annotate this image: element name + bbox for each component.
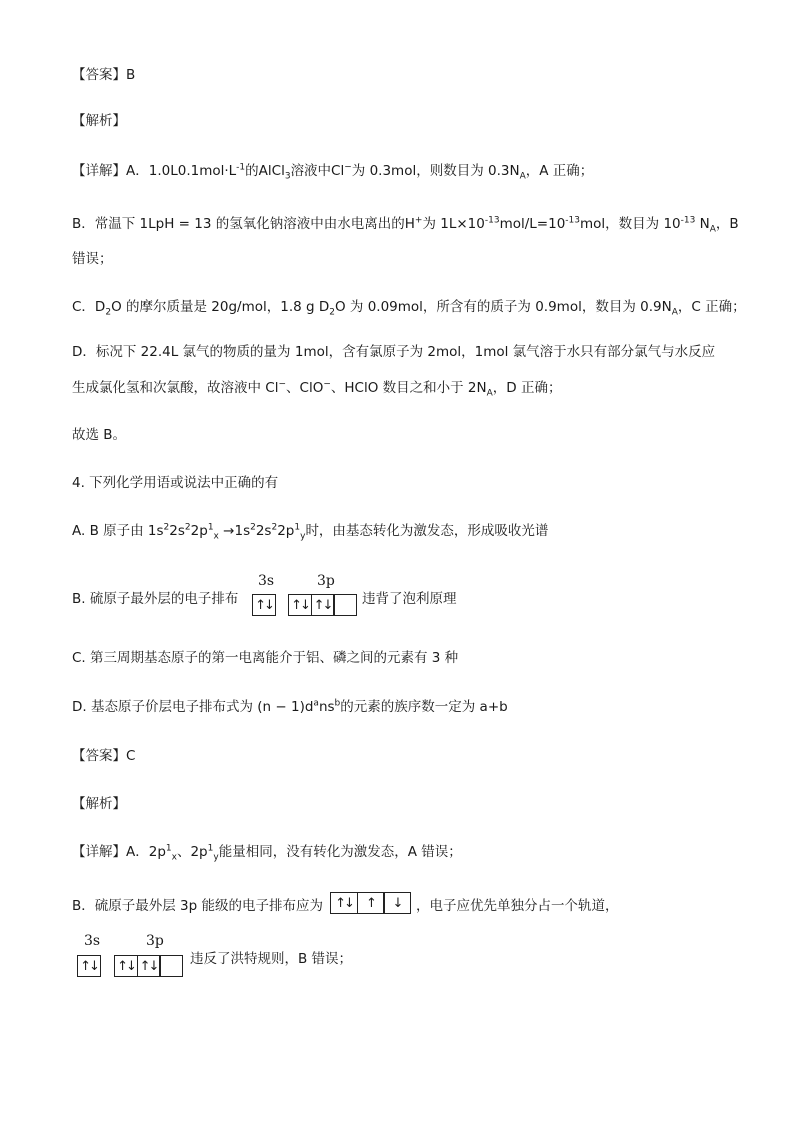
orbital-box <box>333 594 357 616</box>
conclusion-line: 故选 B。 <box>72 427 127 443</box>
orbital-3p-row-2 <box>114 955 183 977</box>
orbital-3s-row-2 <box>77 955 101 977</box>
detail2-line-a: 【详解】A．$2p^1_x$、$2p^1_y$能量相同，没有转化为激发态，A 错误； <box>72 843 462 863</box>
orbital-3p-row <box>288 594 357 616</box>
option-b: B. 硫原子最外层的电子排布 <box>72 591 239 607</box>
orbital-box: ↑↓ <box>330 892 358 914</box>
orbital-box: ↓ <box>383 892 411 914</box>
detail-line-d1: D．标况下 22.4L 氯气的物质的量为 1mol，含有氯原子为 2mol，1mol 氯气溶于水只有部分氯气与水反应 <box>72 344 716 360</box>
detail2-line-b1: B．硫原子最外层 3p 能级的电子排布应为 <box>72 898 324 914</box>
orbital-box: ↑↓ <box>288 594 312 616</box>
option-d: D. 基态原子价层电子排布式为 $(n - 1)d^ans^b$的元素的族序数一定为 a+b <box>72 698 508 715</box>
answer-line-1 <box>72 65 722 85</box>
orbital-box: ↑↓ <box>114 955 138 977</box>
detail-line-c: C．$D_2O$ 的摩尔质量是 20g/mol，1.8 g $D_2O$ 为 0.09mol，所含有的质子为 0.9mol，数目为 $0.9N_A$，C 正确； <box>72 299 746 318</box>
orbital-label-3s-2: 3s <box>84 933 101 949</box>
question-4-stem: 4. 下列化学用语或说法中正确的有 <box>72 475 279 491</box>
detail2-line-b2: 违反了洪特规则，B 错误； <box>190 951 353 967</box>
detail-line-b2: 错误； <box>72 251 113 267</box>
orbital-label-3p-2: 3p <box>146 933 164 949</box>
orbital-3s-row <box>252 594 276 616</box>
answer-line-2: 【答案】C <box>72 748 136 764</box>
orbital-box: ↑↓ <box>77 955 101 977</box>
orbital-box: ↑↓ <box>252 594 276 616</box>
analysis-heading-2: 【解析】 <box>72 796 126 812</box>
orbital-box: ↑ <box>357 892 385 914</box>
orbital-label-3s: 3s <box>258 573 275 589</box>
orbital-3p-correct-row <box>330 892 411 914</box>
orbital-box <box>159 955 183 977</box>
analysis-heading-1: 【解析】 <box>72 113 126 129</box>
detail-line-d2: 生成氯化氢和次氯酸，故溶液中 Cl−、ClO−、HClO 数目之和小于 $2N_A$，D 正确； <box>72 379 562 399</box>
answer-label: 【答案】 <box>72 67 126 83</box>
orbital-box: ↑↓ <box>137 955 161 977</box>
option-c: C. 第三周期基态原子的第一电离能介于铝、磷之间的元素有 3 种 <box>72 650 459 666</box>
option-a: A. B 原子由 $1s^22s^22p^1_x \to 1s^22s^22p^1_y$时，由基态转化为激发态，形成吸收光谱 <box>72 522 549 542</box>
detail-line-a: 【详解】A．$1.0L0.1mol\cdot L^{-1}$的AlCl$_3$溶液中Cl−为 0.3mol，则数目为 $0.3N_A$，A 正确； <box>72 162 594 182</box>
orbital-label-3p: 3p <box>317 573 335 589</box>
detail2-line-b1-tail: ，电子应优先单独分占一个轨道， <box>416 898 619 914</box>
answer-value: B <box>126 67 136 83</box>
detail-line-b: B．常温下 1LpH = 13 的氢氧化钠溶液中由水电离出的H+为 $1L\times 10^{-13}mol/L=10^{-13}mol$，数目为 $10^{-13}$ $N_A$，B <box>72 215 739 235</box>
orbital-box: ↑↓ <box>311 594 335 616</box>
option-b-tail: 违背了泡利原理 <box>362 591 457 607</box>
